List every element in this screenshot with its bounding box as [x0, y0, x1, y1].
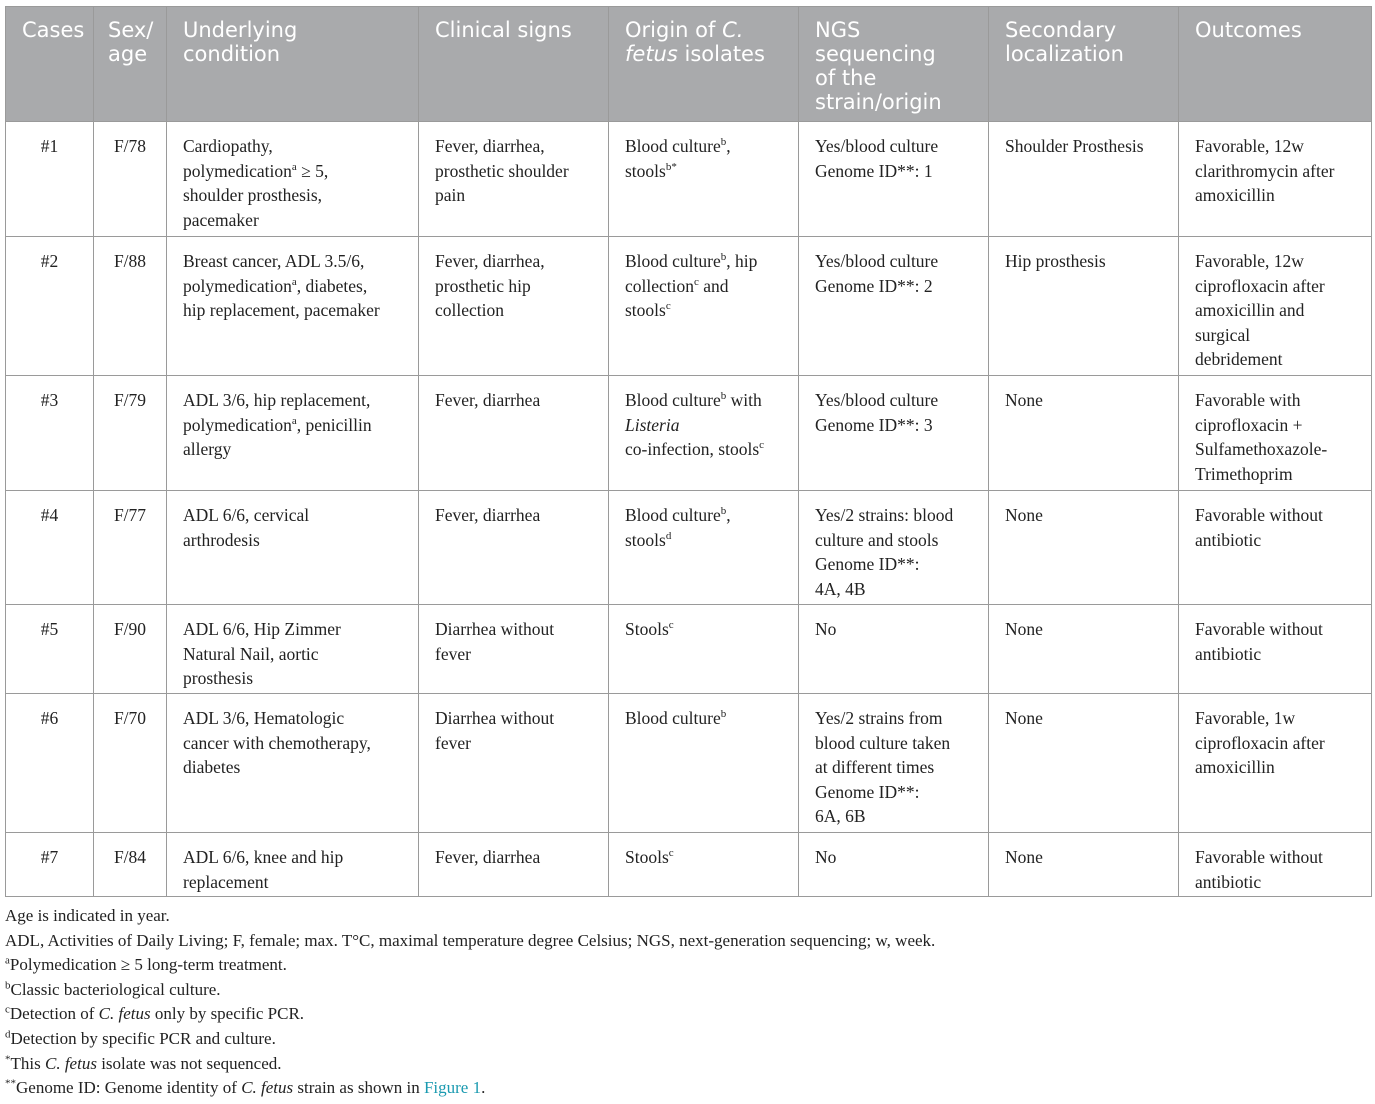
footnote-double-star: **Genome ID: Genome identity of C. fetus strain as shown in Figure 1.: [5, 1077, 486, 1098]
cell-clinical: Diarrhea without fever: [419, 605, 609, 694]
footnote-abbreviations: ADL, Activities of Daily Living; F, female; max. T°C, maximal temperature degree Celsius; NGS, next-generation sequencing; w, week.: [5, 930, 936, 950]
cell-sex-age: F/70: [94, 694, 167, 833]
cell-clinical: Diarrhea without fever: [419, 694, 609, 833]
table-row: [6, 491, 1372, 605]
cell-outcomes: Favorable without antibiotic: [1179, 605, 1372, 694]
cell-case: #3: [6, 376, 94, 491]
table-row: [6, 237, 1372, 376]
cell-clinical: Fever, diarrhea: [419, 376, 609, 491]
cell-sex-age: F/90: [94, 605, 167, 694]
header-secondary-localization: Secondary localization: [989, 7, 1179, 122]
header-outcomes: Outcomes: [1179, 7, 1372, 122]
cell-case: #6: [6, 694, 94, 833]
header-clinical-signs: Clinical signs: [419, 7, 609, 122]
cell-ngs: Yes/blood culture Genome ID**: 1: [799, 122, 989, 237]
cell-ngs: Yes/2 strains: blood culture and stools Genome ID**: 4A, 4B: [799, 491, 989, 605]
cell-ngs: Yes/2 strains from blood culture taken at different times Genome ID**: 6A, 6B: [799, 694, 989, 833]
cell-underlying: Cardiopathy, polymedication$^a$ ≥ 5, shoulder prosthesis, pacemaker: [167, 122, 419, 237]
footnote-age: Age is indicated in year.: [5, 906, 170, 925]
cell-secondary: None: [989, 605, 1179, 694]
cell-origin: Stools$^c$: [609, 605, 799, 694]
cell-outcomes: Favorable, 12w clarithromycin after amoxicillin: [1179, 122, 1372, 237]
cell-ngs: Yes/blood culture Genome ID**: 2: [799, 237, 989, 376]
cell-clinical: Fever, diarrhea, prosthetic shoulder pain: [419, 122, 609, 237]
cell-secondary: None: [989, 694, 1179, 833]
cell-secondary: None: [989, 833, 1179, 897]
footnote-b: $^b$Classic bacteriological culture.: [5, 979, 221, 999]
figure-1-link[interactable]: Figure 1: [423, 1078, 482, 1098]
cell-outcomes: Favorable without antibiotic: [1179, 491, 1372, 605]
table-header: [6, 7, 1372, 122]
cell-sex-age: F/78: [94, 122, 167, 237]
cell-ngs: Yes/blood culture Genome ID**: 3: [799, 376, 989, 491]
table-row: [6, 833, 1372, 897]
table-row: [6, 694, 1372, 833]
footnote-star: *This C. fetus isolate was not sequenced.: [5, 1052, 282, 1073]
cell-origin: Blood culture$^b$, stools$^d$: [609, 491, 799, 605]
footnote-a: $^a$Polymedication ≥ 5 long-term treatment.: [5, 954, 287, 975]
cell-underlying: ADL 6/6, knee and hip replacement: [167, 833, 419, 897]
cell-origin: Stools$^c$: [609, 833, 799, 897]
cell-secondary: Shoulder Prosthesis: [989, 122, 1179, 237]
table-row: [6, 122, 1372, 237]
cell-sex-age: F/77: [94, 491, 167, 605]
header-underlying-condition: Underlying condition: [167, 7, 419, 122]
cell-case: #5: [6, 605, 94, 694]
patient-cases-table: [5, 6, 1372, 897]
cell-origin: Blood culture$^b$: [609, 694, 799, 833]
table-row: [6, 376, 1372, 491]
cell-sex-age: F/84: [94, 833, 167, 897]
header-sex-age: Sex/ age: [94, 7, 167, 122]
cell-origin: Blood culture$^b$, stools$^{b*}$: [609, 122, 799, 237]
table-footnotes: [5, 904, 1365, 1101]
cell-clinical: Fever, diarrhea: [419, 491, 609, 605]
cell-sex-age: F/79: [94, 376, 167, 491]
cell-outcomes: Favorable, 1w ciprofloxacin after amoxicillin: [1179, 694, 1372, 833]
cell-outcomes: Favorable, 12w ciprofloxacin after amoxicillin and surgical debridement: [1179, 237, 1372, 376]
cell-origin: Blood culture$^b$, hip collection$^c$ and stools$^c$: [609, 237, 799, 376]
cell-origin: Blood culture$^b$ with Listeria co-infection, stools$^c$: [609, 376, 799, 491]
cell-outcomes: Favorable without antibiotic: [1179, 833, 1372, 897]
cell-outcomes: Favorable with ciprofloxacin + Sulfamethoxazole- Trimethoprim: [1179, 376, 1372, 491]
cell-case: #1: [6, 122, 94, 237]
cell-clinical: Fever, diarrhea, prosthetic hip collection: [419, 237, 609, 376]
cell-underlying: ADL 6/6, Hip Zimmer Natural Nail, aortic prosthesis: [167, 605, 419, 694]
cell-clinical: Fever, diarrhea: [419, 833, 609, 897]
cell-ngs: No: [799, 833, 989, 897]
table-body: [6, 122, 1372, 897]
cell-underlying: ADL 3/6, hip replacement, polymedication$^a$, penicillin allergy: [167, 376, 419, 491]
cell-ngs: No: [799, 605, 989, 694]
header-origin: Origin of C. fetus isolates: [609, 7, 799, 122]
header-ngs: NGS sequencing of the strain/origin: [799, 7, 989, 122]
cell-underlying: ADL 3/6, Hematologic cancer with chemotherapy, diabetes: [167, 694, 419, 833]
header-cases: Cases: [6, 7, 94, 122]
cell-sex-age: F/88: [94, 237, 167, 376]
cell-secondary: None: [989, 491, 1179, 605]
cell-case: #2: [6, 237, 94, 376]
footnote-d: $^d$Detection by specific PCR and culture.: [5, 1028, 276, 1048]
cell-secondary: None: [989, 376, 1179, 491]
cell-secondary: Hip prosthesis: [989, 237, 1179, 376]
cell-case: #7: [6, 833, 94, 897]
cell-underlying: ADL 6/6, cervical arthrodesis: [167, 491, 419, 605]
footnote-c: $^c$Detection of C. fetus only by specific PCR.: [5, 1003, 305, 1024]
cell-case: #4: [6, 491, 94, 605]
table-row: [6, 605, 1372, 694]
cell-underlying: Breast cancer, ADL 3.5/6, polymedication$^a$, diabetes, hip replacement, pacemaker: [167, 237, 419, 376]
